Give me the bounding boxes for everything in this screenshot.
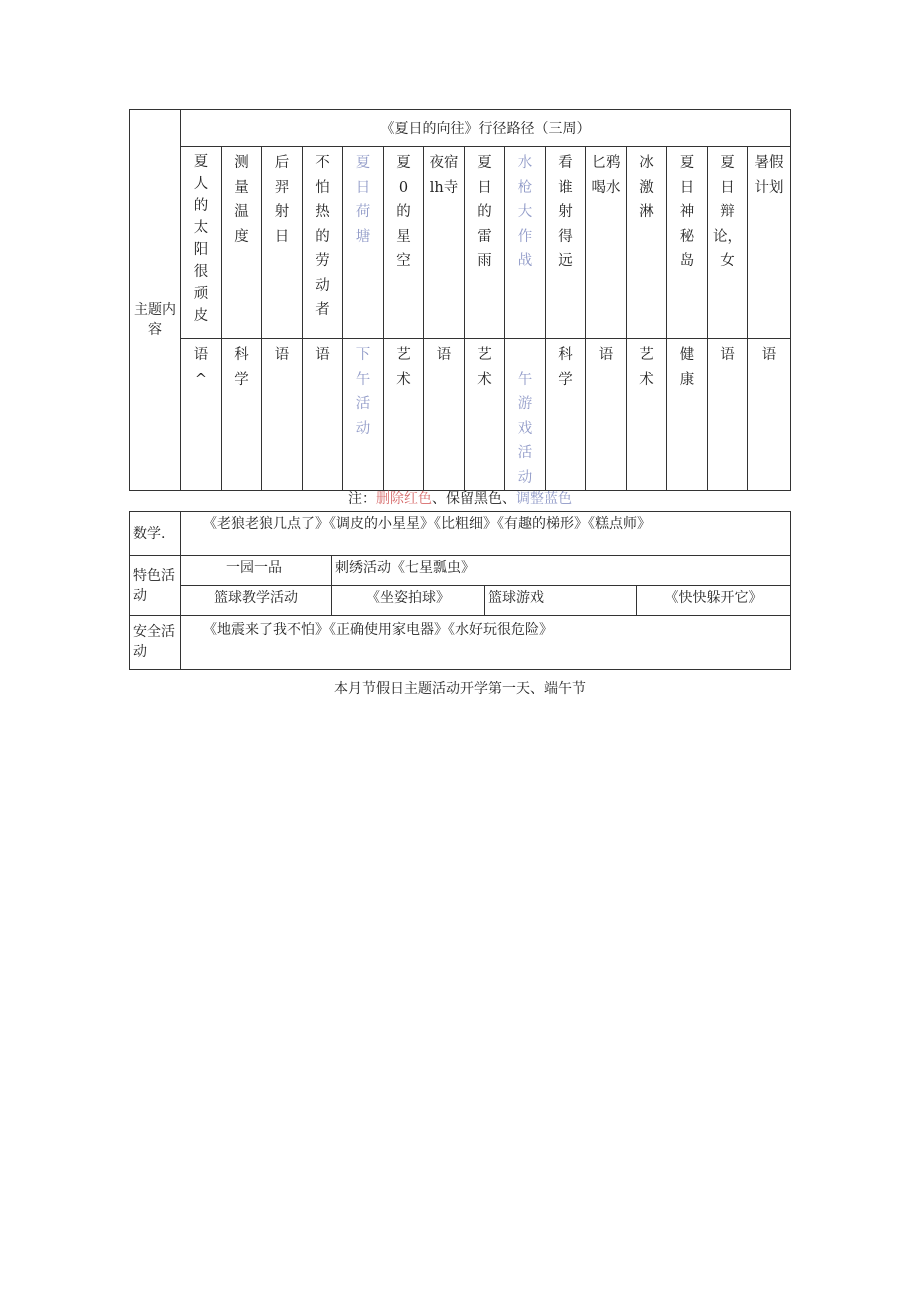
- subject-cell: [343, 339, 384, 491]
- topic-text: 看 谁 射 得 远: [558, 155, 573, 269]
- subject-text: 艺 术: [639, 347, 654, 388]
- note-keep-black: 、保留黑色、: [432, 491, 516, 507]
- subject-cell: [303, 339, 343, 491]
- topic-cell: [627, 147, 667, 339]
- special-label: 特色活 动: [130, 556, 181, 616]
- topic-text: 夏 日 的 雷 雨: [477, 155, 492, 269]
- special-one-garden: 一园一品: [181, 556, 332, 586]
- note-adjust-blue: 调整蓝色: [516, 491, 572, 507]
- subject-cell: [586, 339, 627, 491]
- topic-cell: [465, 147, 505, 339]
- note-prefix: 注：: [348, 491, 376, 507]
- subject-cell: [667, 339, 708, 491]
- topic-text: 夏 日 神 秘 岛: [679, 155, 695, 269]
- topic-text: 后 羿 射 日: [274, 155, 290, 245]
- special-basketball-game: 篮球游戏: [485, 586, 637, 616]
- subject-text: 语: [274, 347, 290, 363]
- subject-text: 健 康: [679, 347, 695, 388]
- subject-text: 语: [436, 347, 452, 363]
- subject-cell: [465, 339, 505, 491]
- theme-row-label-text: 主题内 容: [134, 302, 176, 338]
- subject-text: 午 游 戏 活 动: [517, 371, 533, 486]
- subject-cell: [546, 339, 586, 491]
- activities-table: [129, 511, 791, 670]
- subject-cell: [181, 339, 222, 491]
- safety-label: 安全活 动: [130, 616, 181, 670]
- topic-text: 夏 人 的 太 阳 很 顽 皮: [193, 154, 209, 324]
- note-delete-red: 删除红色: [376, 491, 432, 507]
- topic-cell: [222, 147, 262, 339]
- special-embroidery: 刺绣活动《七星瓢虫》: [332, 556, 791, 586]
- theme-table: [129, 109, 791, 491]
- topic-cell: [586, 147, 627, 339]
- subject-cell: [708, 339, 748, 491]
- topic-text: 不 怕 热 的 劳 动 者: [315, 155, 330, 318]
- subject-cell: [627, 339, 667, 491]
- topic-cell: [384, 147, 424, 339]
- subject-text: 语: [720, 347, 735, 363]
- math-activities: 《老狼老狼几点了》《调皮的小星星》《比粗细》《有趣的梯形》《糕点师》: [181, 512, 791, 556]
- math-label: 数学.: [130, 512, 181, 556]
- topic-text: 水 枪 大 作 战: [517, 155, 533, 269]
- subject-text: 语: [598, 347, 614, 363]
- topic-cell: [181, 147, 222, 339]
- subject-cell: [222, 339, 262, 491]
- subject-cell: [424, 339, 465, 491]
- topic-text: 匕鸦 喝水: [591, 155, 621, 196]
- subject-cell: [748, 339, 791, 491]
- topic-cell: [303, 147, 343, 339]
- topic-cell: [667, 147, 708, 339]
- topic-cell: [708, 147, 748, 339]
- topic-cell: [546, 147, 586, 339]
- topic-text: 夏 日 辩 论， 女: [713, 155, 742, 269]
- topic-row: [130, 147, 791, 339]
- subject-text: 语: [315, 347, 330, 363]
- subject-text: 语 ^: [193, 347, 209, 388]
- subject-text: 科 学: [234, 347, 249, 388]
- subject-text: 语: [761, 347, 777, 363]
- topic-text: 冰 激 淋: [639, 155, 654, 220]
- subject-text: 艺 术: [396, 347, 411, 388]
- topic-text: 夏 0 的 星 空: [396, 155, 411, 269]
- subject-cell: [262, 339, 303, 491]
- subject-cell: [505, 339, 546, 491]
- topic-cell: [505, 147, 546, 339]
- special-sit-bounce: 《坐姿拍球》: [332, 586, 485, 616]
- safety-activities: 《地震来了我不怕》《正确使用家电器》《水好玩很危险》: [181, 616, 791, 670]
- holiday-footer: 本月节假日主题活动开学第一天、端午节: [334, 681, 586, 697]
- topic-cell: [424, 147, 465, 339]
- subject-cell: [384, 339, 424, 491]
- subject-row: [130, 339, 791, 491]
- subject-text: 科 学: [558, 347, 573, 388]
- theme-title: 《夏日的向往》行径路径（三周）: [380, 121, 591, 137]
- color-note: [0, 488, 920, 508]
- topic-text: 暑假 计划: [754, 155, 784, 196]
- topic-text: 夜宿 lh寺: [429, 155, 459, 196]
- topic-cell: [748, 147, 791, 339]
- topic-cell: [262, 147, 303, 339]
- theme-row-label: [130, 110, 181, 491]
- theme-title-cell: [181, 110, 791, 147]
- topic-text: 测 量 温 度: [234, 155, 249, 245]
- subject-text: 艺 术: [477, 347, 492, 388]
- special-basketball-teaching: 篮球教学活动: [181, 586, 332, 616]
- subject-text: 下 午 活 动: [355, 347, 371, 437]
- topic-cell: [343, 147, 384, 339]
- special-dodge: 《快快躲开它》: [637, 586, 791, 616]
- topic-text: 夏 日 荷 塘: [355, 155, 371, 245]
